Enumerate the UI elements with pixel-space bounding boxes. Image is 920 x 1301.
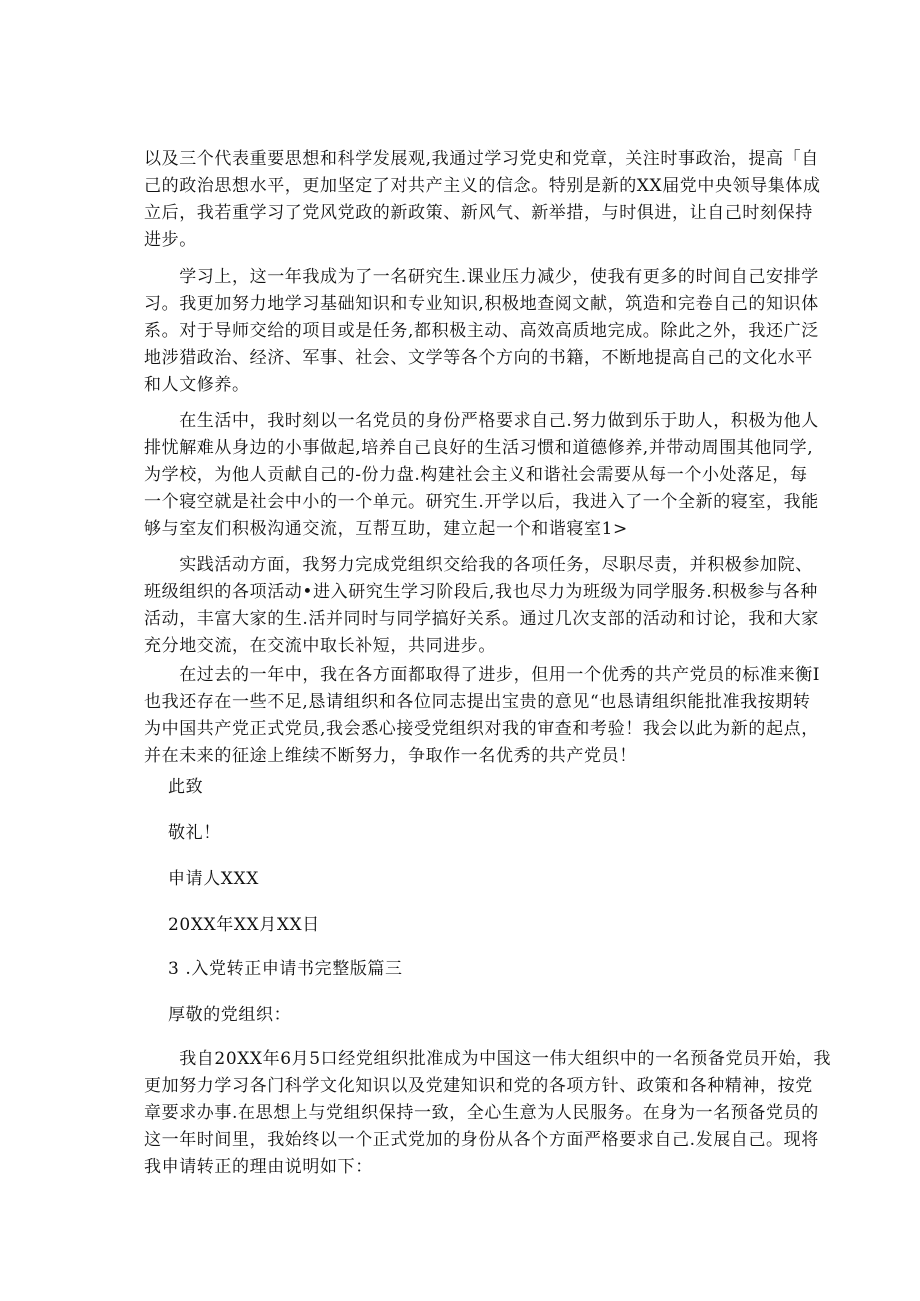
text-line: 我申请转正的理由说明如下： bbox=[144, 1157, 373, 1177]
final-paragraph bbox=[144, 1046, 832, 1181]
paragraph-5 bbox=[144, 662, 821, 770]
applicant-name: 申请人XXX bbox=[168, 869, 259, 889]
text-line: 章要求办事.在思想上与党组织保持一致，全心生意为人民服务。在身为一名预备党员的 bbox=[144, 1103, 819, 1123]
paragraph-3 bbox=[144, 408, 819, 543]
text-line: 班级组织的各项活动•进入研究生学习阶段后,我也尽力为班级为同学服务.积极参与各种 bbox=[144, 582, 818, 602]
text-line: 够与室友们积极沟通交流，互帮互助，建立起一个和谐寝室1> bbox=[144, 519, 628, 539]
section-title: 3 .入党转正申请书完整版篇三 bbox=[168, 959, 403, 979]
text-line: 排忧解难从身边的小事做起,培养自己良好的生活习惯和道德修养,并带动周围其他同学, bbox=[144, 438, 814, 458]
text-line: 在过去的一年中，我在各方面都取得了进步，但用一个优秀的共产党员的标准来衡I bbox=[144, 665, 821, 685]
paragraph-2 bbox=[144, 264, 819, 399]
text-line: 一个寝空就是社会中小的一个单元。研究生.开学以后，我进入了一个全新的寝室，我能 bbox=[144, 492, 819, 512]
text-line: 也我还存在一些不足,恳请组织和各位同志提出宝贵的意见“也恳请组织能批准我按期转 bbox=[144, 692, 811, 712]
text-line: 系。对于导师交给的项目或是任务,都积极主动、高效高质地完成。除此之外，我还广泛 bbox=[144, 321, 819, 341]
text-line: 并在未来的征途上维续不断努力，争取作一名优秀的共产党员！ bbox=[144, 746, 637, 766]
paragraph-1 bbox=[144, 146, 821, 254]
text-line: 更加努力学习各门科学文化知识以及党建知识和党的各项方针、政策和各种精神，按党 bbox=[144, 1076, 813, 1096]
date-line: 20XX年XX月XX日 bbox=[168, 915, 320, 935]
text-line: 习。我更加努力地学习基础知识和专业知识,积极地查阅文献，筑造和完卷自己的知识体 bbox=[144, 294, 819, 314]
paragraph-4 bbox=[144, 552, 819, 660]
closing-salute: 此致 bbox=[168, 777, 204, 797]
text-line: 地涉猎政治、经济、军事、社会、文学等各个方向的书籍，不断地提高自己的文化水平 bbox=[144, 348, 813, 368]
text-line: 在生活中，我时刻以一名党员的身份严格要求自己.努力做到乐于助人，积极为他人 bbox=[144, 411, 819, 431]
greeting: 厚敬的党组织： bbox=[168, 1005, 292, 1025]
text-line: 我自20XX年6月5口经党组织批准成为中国这一伟大组织中的一名预备党员开始，我 bbox=[144, 1049, 832, 1069]
text-line: 己的政治思想水平，更加坚定了对共产主义的信念。特别是新的XX届党中央领导集体成 bbox=[144, 176, 821, 196]
text-line: 和人文修养。 bbox=[144, 375, 250, 395]
text-line: 充分地交流，在交流中取长补短，共同进步。 bbox=[144, 636, 496, 656]
text-line: 立后，我若重学习了党风党政的新政策、新风气、新举措，与时俱进，让自己时刻保持 bbox=[144, 203, 813, 223]
text-line: 进步。 bbox=[144, 230, 197, 250]
text-line: 活动，丰富大家的生.活并同时与同学搞好关系。通过几次支部的活动和讨论，我和大家 bbox=[144, 609, 819, 629]
text-line: 为学校，为他人贡献自己的-份力盘.构建社会主义和谐社会需要从每一个小处落足，每 bbox=[144, 465, 808, 485]
text-line: 实践活动方面，我努力完成党组织交给我的各项任务，尽职尽责，并积极参加院、 bbox=[144, 555, 813, 575]
text-line: 为中国共产党正式党员,我会悉心接受党组织对我的审查和考验！我会以此为新的起点， bbox=[144, 719, 819, 739]
text-line: 学习上，这一年我成为了一名研究生.课业压力减少，使我有更多的时间自己安排学 bbox=[144, 267, 819, 287]
closing-regards: 敬礼！ bbox=[168, 823, 221, 843]
text-line: 这一年时间里，我始终以一个正式党加的身份从各个方面严格要求自己.发展自己。现将 bbox=[144, 1130, 819, 1150]
text-line: 以及三个代表重要思想和科学发展观,我通过学习党史和党章，关注时事政治，提高「自 bbox=[144, 149, 819, 169]
